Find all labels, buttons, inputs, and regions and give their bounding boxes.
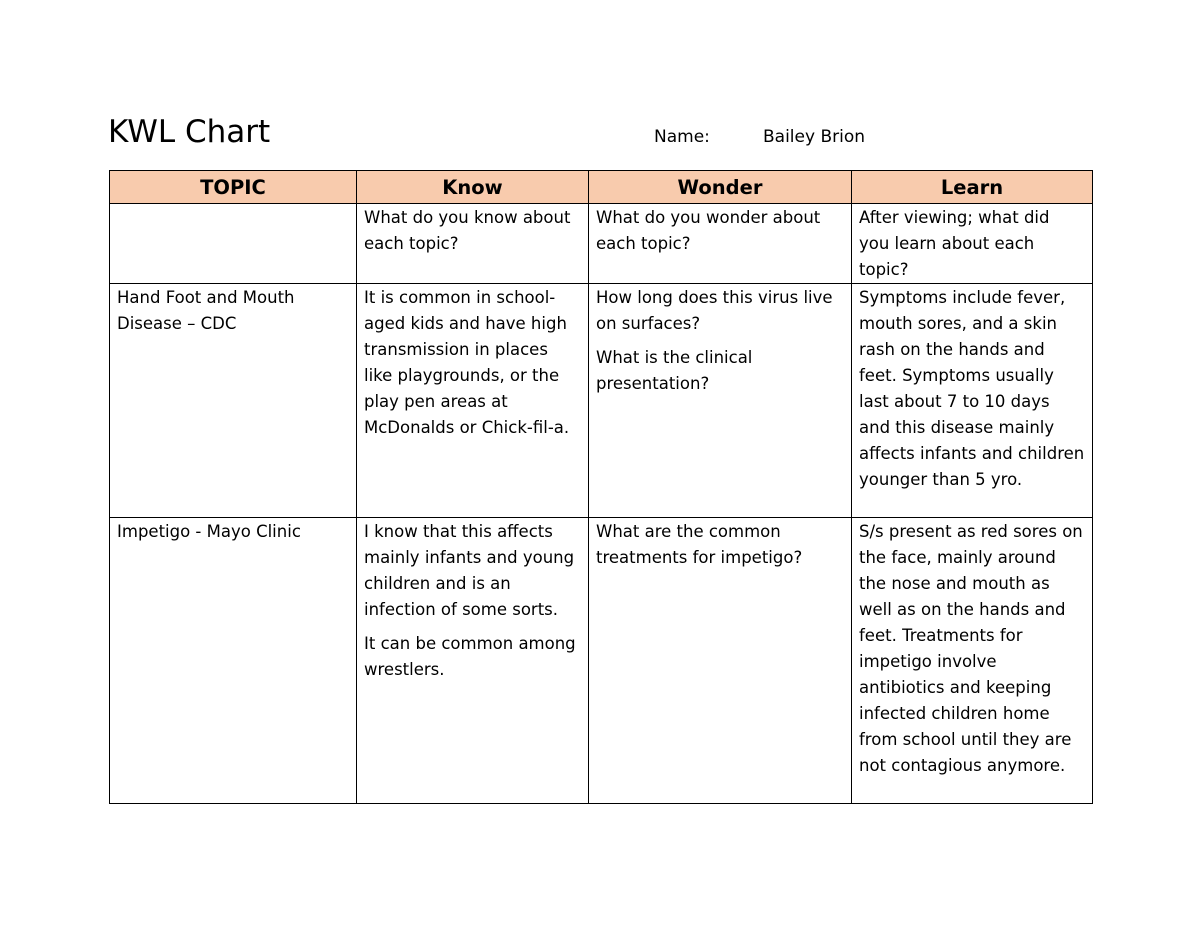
cell-topic [110, 204, 357, 284]
page-title: KWL Chart [108, 114, 271, 150]
cell-paragraph: What do you wonder about each topic? [596, 208, 821, 253]
cell-topic: Hand Foot and Mouth Disease – CDC [110, 284, 357, 518]
cell-learn [852, 204, 1093, 284]
name-label: Name: [654, 127, 710, 147]
cell-wonder [589, 518, 852, 804]
cell-wonder [589, 284, 852, 518]
column-header-wonder: Wonder [589, 171, 852, 204]
cell-paragraph: It is common in school-aged kids and have high transmission in places like playgrounds, or the play pen areas at McDonalds or Chick-fil-a. [364, 288, 570, 437]
table-row [110, 518, 1093, 804]
cell-paragraph: Symptoms include fever, mouth sores, and a skin rash on the hands and feet. Symptoms usually last about 7 to 10 days and this disease mainly affects infants and children younger than 5 yro. [859, 288, 1085, 489]
cell-paragraph: After viewing; what did you learn about each topic? [859, 208, 1050, 279]
cell-paragraph: What do you know about each topic? [364, 208, 571, 253]
cell-topic: Impetigo - Mayo Clinic [110, 518, 357, 804]
cell-learn [852, 518, 1093, 804]
table-row [110, 284, 1093, 518]
cell-paragraph: How long does this virus live on surfaces? [596, 288, 833, 333]
cell-paragraph: What is the clinical presentation? [596, 348, 753, 393]
table-row [110, 204, 1093, 284]
table-header-row [110, 171, 1093, 204]
column-header-learn: Learn [852, 171, 1093, 204]
cell-paragraph: What are the common treatments for impetigo? [596, 522, 803, 567]
cell-learn [852, 284, 1093, 518]
column-header-topic: TOPIC [110, 171, 357, 204]
cell-know [357, 284, 589, 518]
cell-know [357, 518, 589, 804]
kwl-table [109, 170, 1093, 804]
name-value: Bailey Brion [763, 127, 865, 147]
cell-wonder [589, 204, 852, 284]
column-header-know: Know [357, 171, 589, 204]
cell-paragraph: It can be common among wrestlers. [364, 634, 576, 679]
cell-paragraph: S/s present as red sores on the face, mainly around the nose and mouth as well as on the hands and feet. Treatments for impetigo involve antibiotics and keeping infected children home from school until they are not contagious anymore. [859, 522, 1083, 775]
cell-paragraph: I know that this affects mainly infants and young children and is an infection of some sorts. [364, 522, 575, 619]
cell-know [357, 204, 589, 284]
